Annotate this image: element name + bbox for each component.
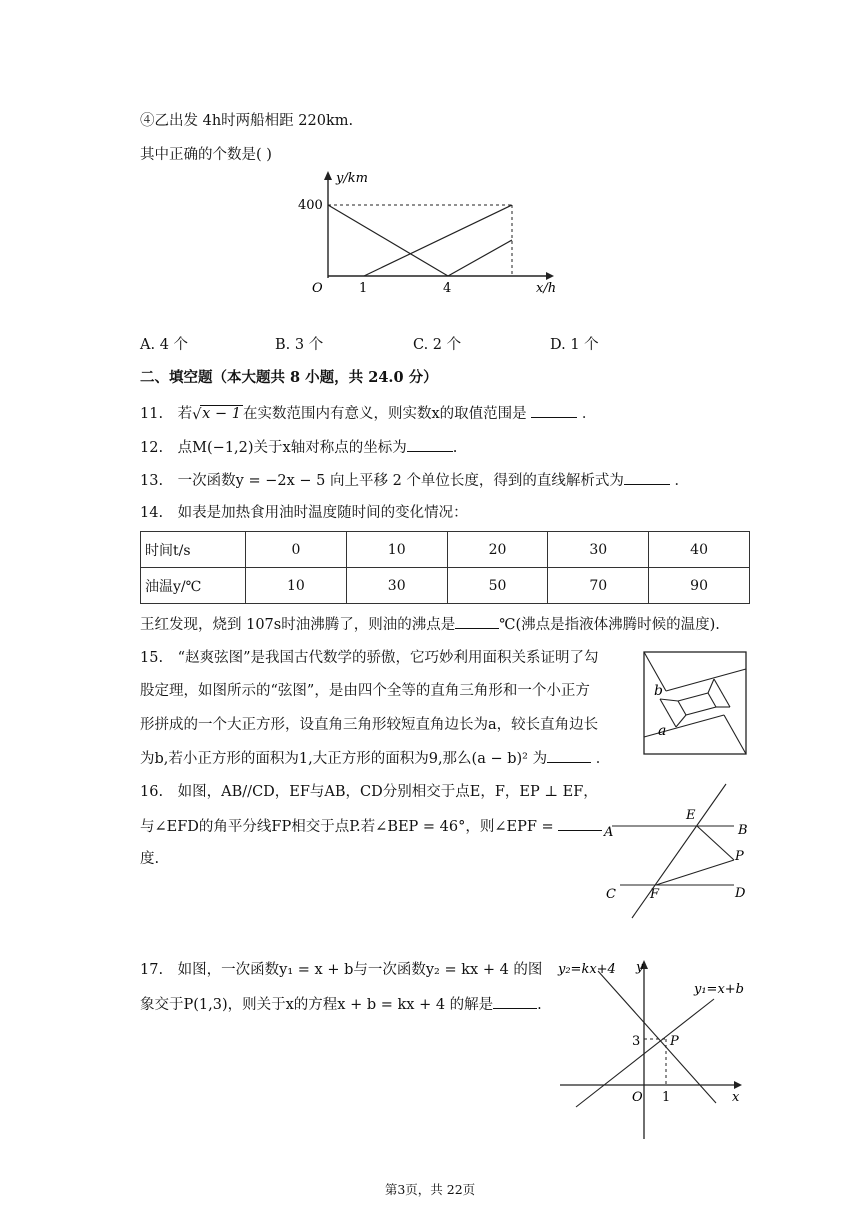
- q15-answer-blank[interactable]: [547, 748, 591, 763]
- label-y2: y₂=kx+4: [558, 962, 616, 977]
- segment-ep: [697, 826, 734, 860]
- q10-statement-4: ④乙出发 4h时两船相距 220km.: [140, 113, 354, 129]
- q14-temperature-table: [140, 531, 750, 604]
- q16-parallel-lines-figure: [598, 780, 758, 924]
- label-b: b: [654, 683, 663, 699]
- tick-x-1: 1: [662, 1090, 671, 1105]
- label-y1: y₁=x+b: [694, 982, 744, 997]
- table-cell: 30: [346, 568, 447, 604]
- table-header-time: 时间t/s: [141, 532, 246, 568]
- x-axis-label: x: [732, 1090, 740, 1105]
- origin-label: O: [632, 1090, 643, 1105]
- table-header-temperature: 油温y/℃: [141, 568, 246, 604]
- line-distance: [448, 240, 512, 276]
- point-d: D: [735, 886, 746, 901]
- q12-answer-blank[interactable]: [407, 437, 453, 452]
- option-b: B. 3 个: [275, 337, 324, 353]
- tick-y-3: 3: [632, 1034, 641, 1049]
- table-cell: 70: [548, 568, 649, 604]
- q11-answer-blank[interactable]: [531, 403, 577, 418]
- q14-followup: 王红发现，烧到 107s时油沸腾了，则油的沸点是 ℃(沸点是指液体沸腾时候的温度).: [140, 614, 720, 635]
- q15-line-4: 为b,若小正方形的面积为1,大正方形的面积为9,那么(a − b)² 为 ．: [140, 748, 610, 769]
- question-17: 17. 如图，一次函数y₁ = x + b与一次函数y₂ = kx + 4 的图: [140, 962, 543, 978]
- question-16: 16. 如图，AB//CD，EF与AB，CD分别相交于点E，F，EP ⊥ EF，: [140, 784, 598, 800]
- point-a: A: [604, 825, 614, 840]
- q16-line-2: 与∠EFD的角平分线FP相交于点P.若∠BEP = 46°，则∠EPF =: [140, 816, 602, 837]
- table-row: [141, 532, 750, 568]
- table-row: [141, 568, 750, 604]
- q16-line-3: 度.: [140, 851, 160, 867]
- point-f: F: [650, 887, 660, 902]
- question-11: 11. 若 √ x − 1 在实数范围内有意义，则实数x的取值范围是 ．: [140, 403, 596, 424]
- small-square: [678, 693, 716, 715]
- x-tick-1: 1: [359, 281, 368, 296]
- line-ef: [632, 784, 726, 918]
- section-2-title: 二、填空题（本大题共 8 小题，共 24.0 分）: [140, 369, 438, 386]
- table-cell: 40: [649, 532, 750, 568]
- point-c: C: [606, 887, 616, 902]
- line-yi: [364, 205, 512, 276]
- q13-answer-blank[interactable]: [624, 470, 670, 485]
- option-c: C. 2 个: [413, 337, 462, 353]
- q17-answer-blank[interactable]: [493, 994, 537, 1009]
- point-e: E: [686, 808, 696, 823]
- x-tick-4: 4: [443, 281, 452, 296]
- question-14: 14. 如表是加热食用油时温度随时间的变化情况：: [140, 505, 468, 521]
- table-cell: 50: [447, 568, 548, 604]
- line-y1: [576, 999, 714, 1107]
- y-axis-label: y/km: [336, 171, 368, 186]
- q14-answer-blank[interactable]: [455, 614, 499, 629]
- q11-number: 11.: [140, 406, 164, 422]
- table-cell: 20: [447, 532, 548, 568]
- triangle-edge: [708, 679, 714, 693]
- table-cell: 0: [246, 532, 347, 568]
- q10-distance-time-graph: [296, 168, 566, 296]
- y-tick-400: 400: [298, 198, 323, 213]
- y-axis-arrow: [324, 171, 332, 180]
- point-p: P: [735, 849, 744, 864]
- triangle-edge: [644, 715, 724, 737]
- question-13: 13. 一次函数y = −2x − 5 向上平移 2 个单位长度，得到的直线解析式为 ．: [140, 470, 689, 491]
- triangle-edge: [660, 699, 678, 701]
- q11-radical: √ x − 1: [192, 406, 241, 423]
- option-a: A. 4 个: [140, 337, 189, 353]
- point-p: P: [670, 1034, 679, 1049]
- option-d: D. 1 个: [550, 337, 599, 353]
- x-axis-label: x/h: [536, 281, 557, 296]
- q15-line-3: 形拼成的一个大正方形，设直角三角形较短直角边长为a，较长直角边长: [140, 717, 599, 733]
- q15-line-2: 股定理，如图所示的“弦图”，是由四个全等的直角三角形和一个小正方: [140, 683, 590, 699]
- question-12: 12. 点M(−1,2)关于x轴对称点的坐标为 .: [140, 437, 457, 458]
- x-axis-arrow: [546, 272, 554, 280]
- triangle-edge: [724, 715, 746, 754]
- table-cell: 90: [649, 568, 750, 604]
- y-axis-label: y: [636, 960, 644, 975]
- segment-fp: [656, 860, 734, 885]
- q16-answer-blank[interactable]: [558, 816, 602, 831]
- table-cell: 10: [246, 568, 347, 604]
- q15-zhao-shuang-figure: [640, 649, 750, 757]
- q17-line-2: 象交于P(1,3)，则关于x的方程x + b = kx + 4 的解是 .: [140, 994, 542, 1015]
- table-cell: 10: [346, 532, 447, 568]
- label-a: a: [658, 723, 667, 739]
- triangle-edge: [676, 715, 686, 727]
- table-cell: 30: [548, 532, 649, 568]
- q10-question: 其中正确的个数是( ): [140, 147, 272, 163]
- page-footer: 第3页，共 22页: [384, 1182, 476, 1197]
- point-b: B: [738, 823, 748, 838]
- question-15: 15. “赵爽弦图”是我国古代数学的骄傲，它巧妙利用面积关系证明了勾: [140, 650, 599, 666]
- x-axis-arrow: [734, 1081, 742, 1089]
- triangle-edge: [714, 679, 730, 707]
- origin-label: O: [312, 281, 323, 296]
- triangle-edge: [666, 669, 746, 691]
- line-jia: [328, 205, 448, 276]
- q17-linear-functions-graph: [556, 955, 782, 1143]
